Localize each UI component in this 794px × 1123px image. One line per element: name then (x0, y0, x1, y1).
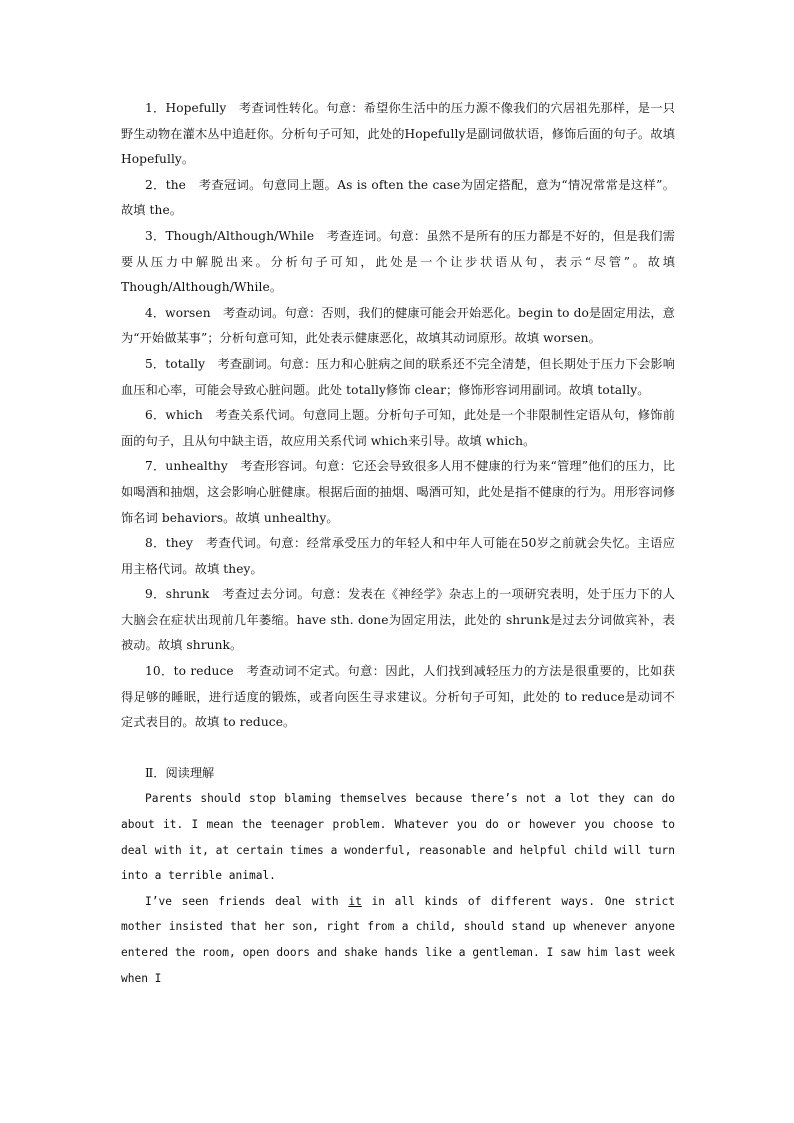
answer-5: 5．totally 考查副词。句意：压力和心脏病之间的联系还不完全清楚，但长期处于压力下会影响血压和心率，可能会导致心脏问题。此处 totally修饰 clear；修饰形容词用副词。故填 totally。 (121, 356, 675, 397)
answer-9: 9．shrunk 考查过去分词。句意：发表在《神经学》杂志上的一项研究表明，处于压力下的人大脑会在症状出现前几年萎缩。have sth. done为固定用法，此处的 shrunk是过去分词做宾补，表被动。故填 shrunk。 (121, 587, 675, 653)
answer-3: 3．Though/Although/While 考查连词。句意：虽然不是所有的压力都是不好的，但是我们需要从压力中解脱出来。分析句子可知，此处是一个让步状语从句，表示“尽管”。故填 Though/Although/While。 (121, 228, 675, 295)
answer-4: 4．worsen 考查动词。句意：否则，我们的健康可能会开始恶化。begin to do是固定用法，意为“开始做某事”；分析句意可知，此处表示健康恶化，故填其动词原形。故填 worsen。 (121, 305, 675, 346)
section-gap (121, 736, 675, 761)
passage-text: I’ve seen friends deal with (145, 894, 349, 908)
answer-10: 10．to reduce 考查动词不定式。句意：因此，人们找到减轻压力的方法是很重要的，比如获得足够的睡眠，进行适度的锻炼，或者向医生寻求建议。分析句子可知，此处的 to reduce是动词不定式表目的。故填 to reduce。 (121, 664, 675, 730)
reading-passage (121, 786, 675, 991)
answer-8: 8．they 考查代词。句意：经常承受压力的年轻人和中年人可能在50岁之前就会失忆。主语应用主格代词。故填 they。 (121, 536, 675, 576)
passage-paragraph-2 (121, 889, 675, 991)
answer-1: 1．Hopefully 考查词性转化。句意：希望你生活中的压力源不像我们的穴居祖先那样，是一只野生动物在灌木丛中追赶你。分析句子可知，此处的Hopefully是副词做状语，修饰后面的句子。故填 Hopefully。 (121, 101, 675, 167)
passage-text: in all kinds of different ways. One strict mother insisted that her son, right from a child, should stand up whenever anyone entered the room, open doors and shake hands like a gentleman. I saw him last week when I (121, 894, 676, 985)
answer-6: 6．which 考查关系代词。句意同上题。分析句子可知，此处是一个非限制性定语从句，修饰前面的句子，且从句中缺主语，故应用关系代词 which来引导。故填 which。 (121, 408, 675, 448)
passage-paragraph-1: Parents should stop blaming themselves because there’s not a lot they can do about it. I mean the teenager problem. Whatever you do or however you choose to deal with it, at certain times a wonderful, reasonable and helpful child will turn into a terrible animal. (121, 792, 675, 883)
underlined-word: it (348, 894, 362, 908)
section-heading: Ⅱ．阅读理解 (145, 765, 215, 780)
answer-7: 7．unhealthy 考查形容词。句意：它还会导致很多人用不健康的行为来“管理”他们的压力，比如喝酒和抽烟，这会影响心脏健康。根据后面的抽烟、喝酒可知，此处是指不健康的行为。用形容词修饰名词 behaviors。故填 unhealthy。 (121, 459, 675, 525)
document-page (121, 96, 675, 991)
answer-2: 2．the 考查冠词。句意同上题。As is often the case为固定搭配，意为“情况常常是这样”。故填 the。 (121, 177, 675, 218)
